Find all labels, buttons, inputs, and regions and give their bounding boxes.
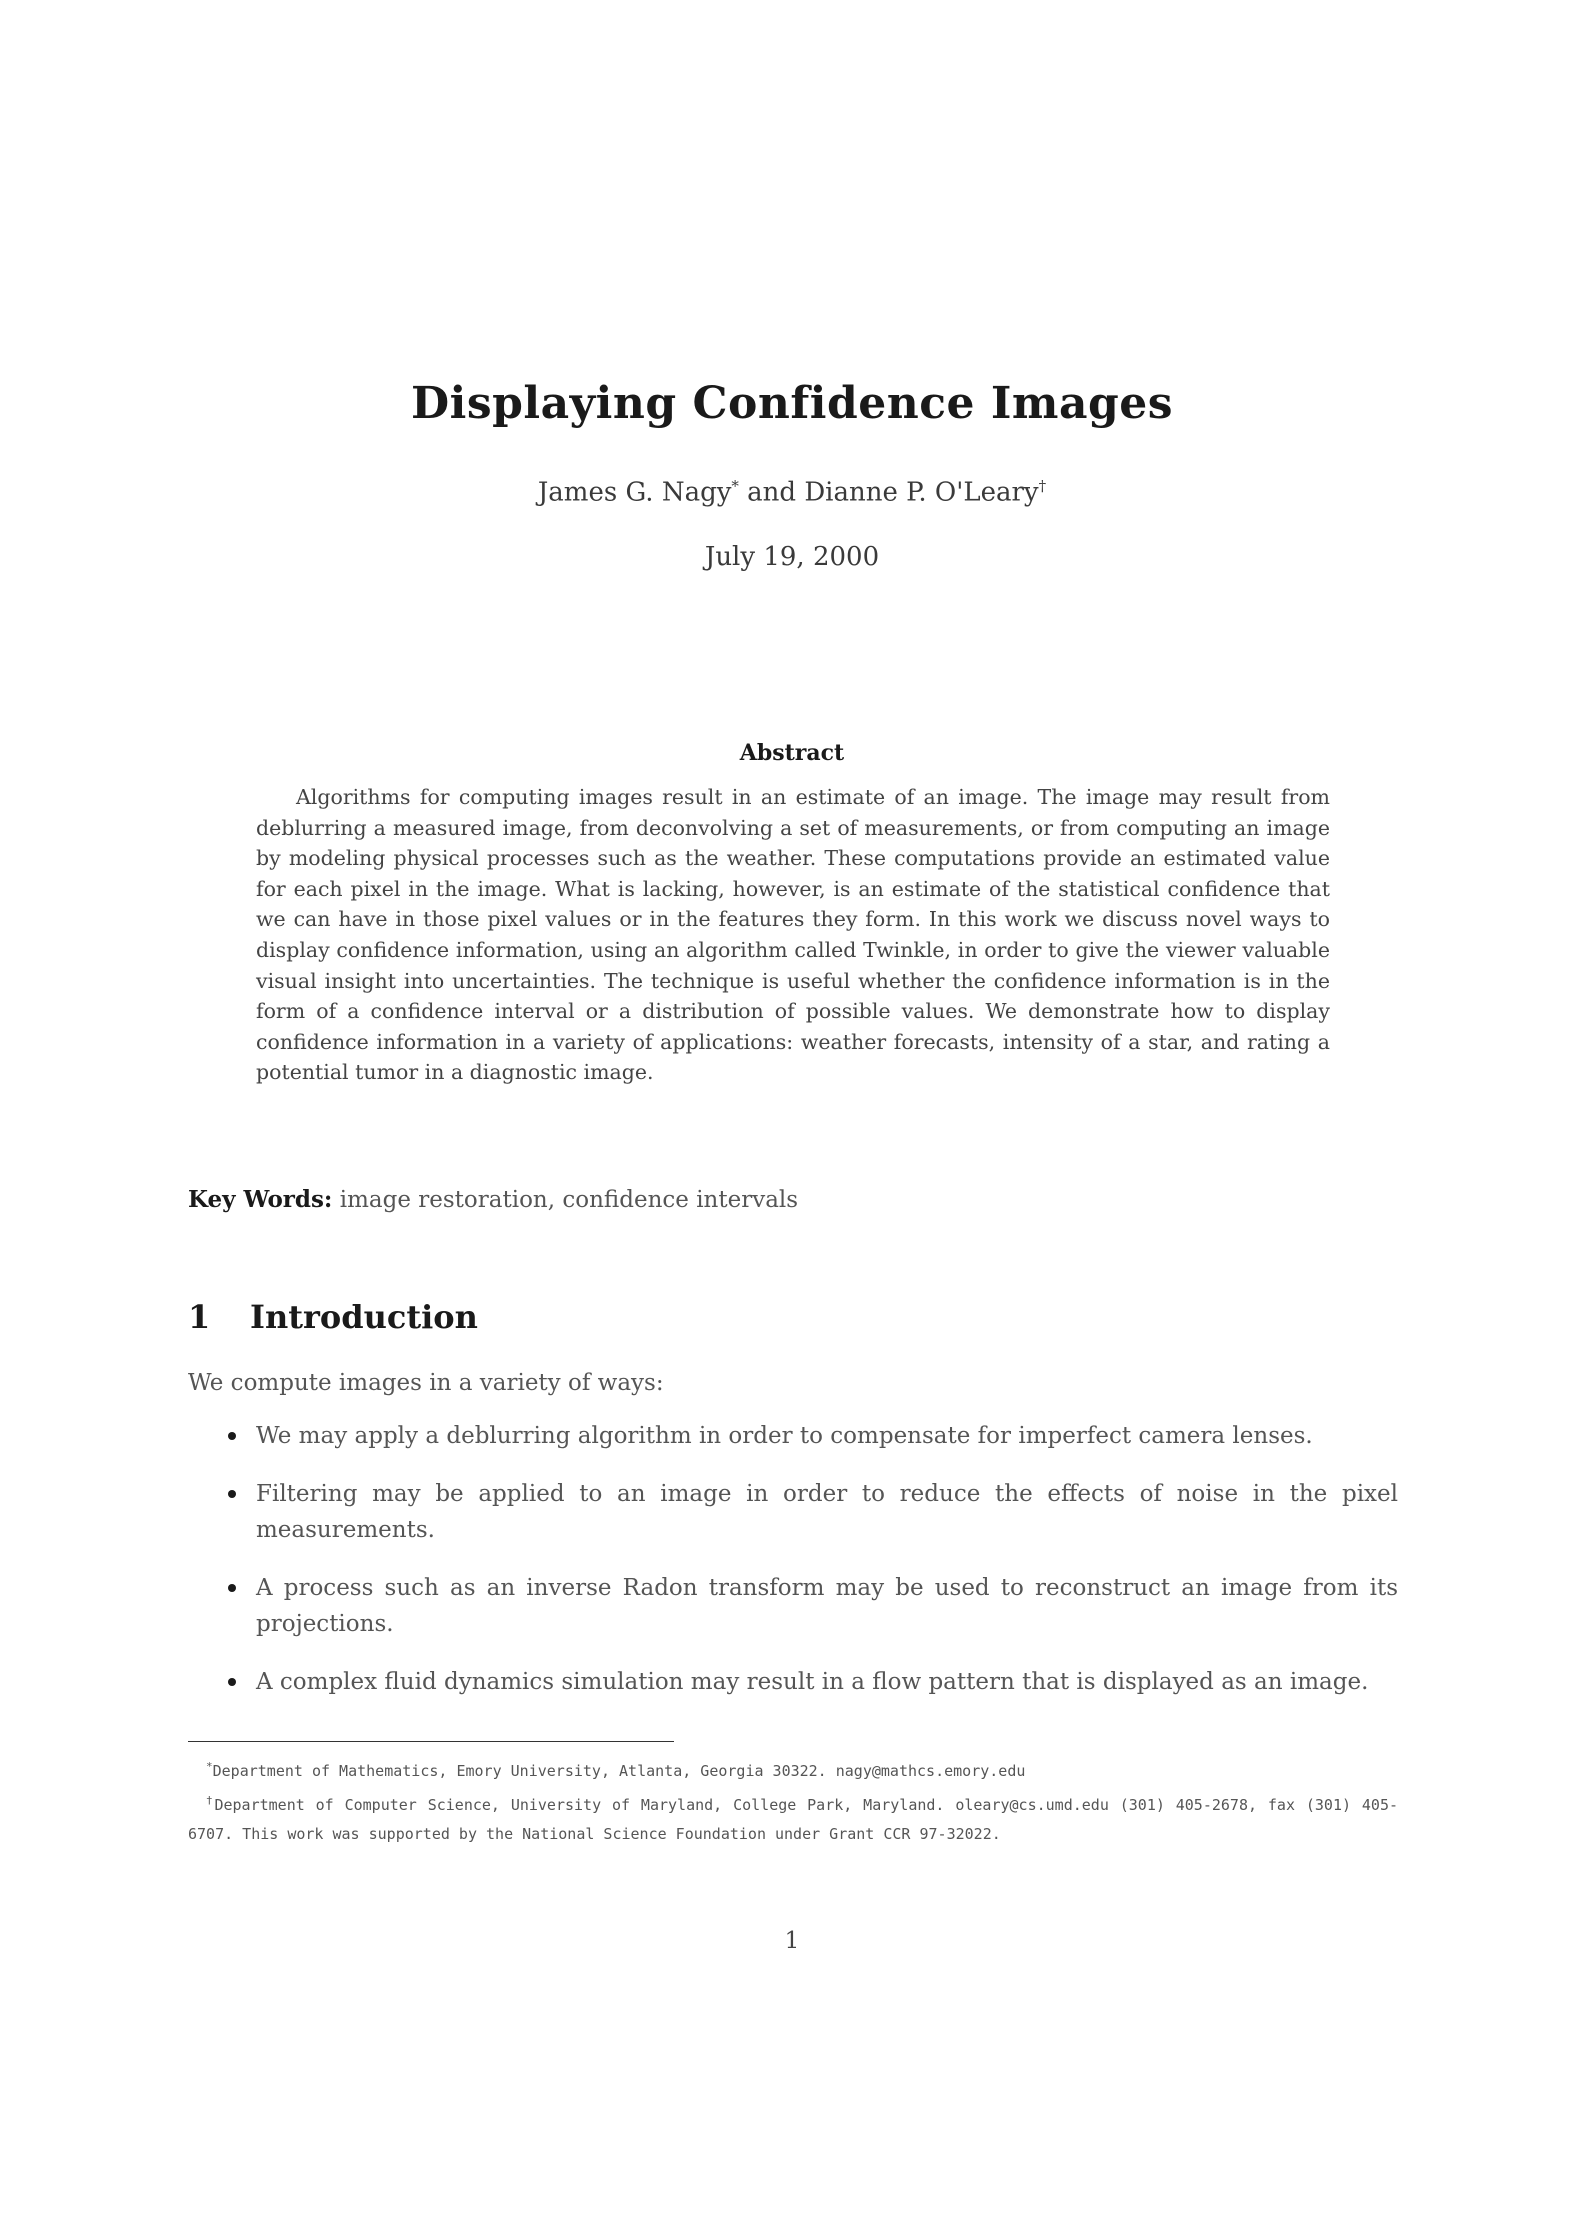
bullet-icon — [228, 1432, 236, 1440]
footnote — [188, 1786, 1398, 1849]
author-2: Dianne P. O'Leary — [804, 477, 1039, 508]
author-1: James G. Nagy — [537, 477, 732, 508]
page-number: 1 — [784, 1928, 800, 1954]
bullet-icon — [228, 1678, 236, 1686]
section-number: 1 — [188, 1298, 211, 1336]
paper-title: Displaying Confidence Images — [410, 378, 1174, 429]
section-title: Introduction — [250, 1298, 478, 1336]
bullet-icon — [228, 1490, 236, 1498]
list-item — [228, 1570, 1398, 1642]
footnote-text: Department of Mathematics, Emory University, Atlanta, Georgia 30322. nagy@mathcs.emory.edu — [212, 1762, 1026, 1780]
footnotes — [188, 1752, 1398, 1849]
list-item-text: Filtering may be applied to an image in order to reduce the effects of noise in the pixel measurements. — [256, 1481, 1398, 1543]
keywords-label: Key Words: — [188, 1186, 333, 1213]
list-item-text: We may apply a deblurring algorithm in order to compensate for imperfect camera lenses. — [256, 1423, 1313, 1449]
abstract-heading: Abstract — [739, 740, 845, 766]
footnote — [188, 1752, 1398, 1786]
list-item — [228, 1664, 1398, 1700]
list-item — [228, 1418, 1398, 1454]
list-item-text: A process such as an inverse Radon transform may be used to reconstruct an image from its projections. — [256, 1575, 1398, 1637]
abstract-text: Algorithms for computing images result in an estimate of an image. The image may result from deblurring a measured image, from deconvolving a set of measurements, or from computing an image by modeling physical processes such as the weather. These computations provide an estimated value for each pixel in the image. What is lacking, however, is an estimate of the statistical confidence that we can have in those pixel values or in the features they form. In this work we discuss novel ways to display confidence information, using an algorithm called Twinkle, in order to give the viewer valuable visual insight into uncertainties. The technique is useful whether the confidence information is in the form of a confidence interval or a distribution of possible values. We demonstrate how to display confidence information in a variety of applications: weather forecasts, intensity of a star, and rating a potential tumor in a diagnostic image. — [256, 785, 1330, 1085]
keywords-text: image restoration, confidence intervals — [339, 1187, 799, 1213]
intro-sentence: We compute images in a variety of ways: — [188, 1370, 664, 1396]
bullet-list — [228, 1418, 1398, 1722]
author-2-footnote-mark: † — [1038, 477, 1047, 495]
author-connector: and — [747, 477, 797, 508]
list-item — [228, 1476, 1398, 1548]
section-heading — [188, 1298, 478, 1336]
author-1-footnote-mark: * — [731, 477, 739, 495]
footnote-text: Department of Computer Science, University of Maryland, College Park, Maryland. oleary@cs.umd.edu (301) 405-2678, fax (301) 405-6707. This work was supported by the National Science Foundation under Grant CCR 97-32022. — [188, 1796, 1399, 1843]
footnote-divider — [188, 1741, 674, 1742]
paper-date: July 19, 2000 — [704, 542, 880, 572]
author-line — [0, 477, 1584, 508]
bullet-icon — [228, 1584, 236, 1592]
footnote-mark: † — [206, 1794, 215, 1807]
keywords-line — [188, 1186, 1398, 1213]
footnote-mark: * — [206, 1760, 213, 1773]
list-item-text: A complex fluid dynamics simulation may result in a flow pattern that is displayed as an image. — [256, 1669, 1369, 1695]
